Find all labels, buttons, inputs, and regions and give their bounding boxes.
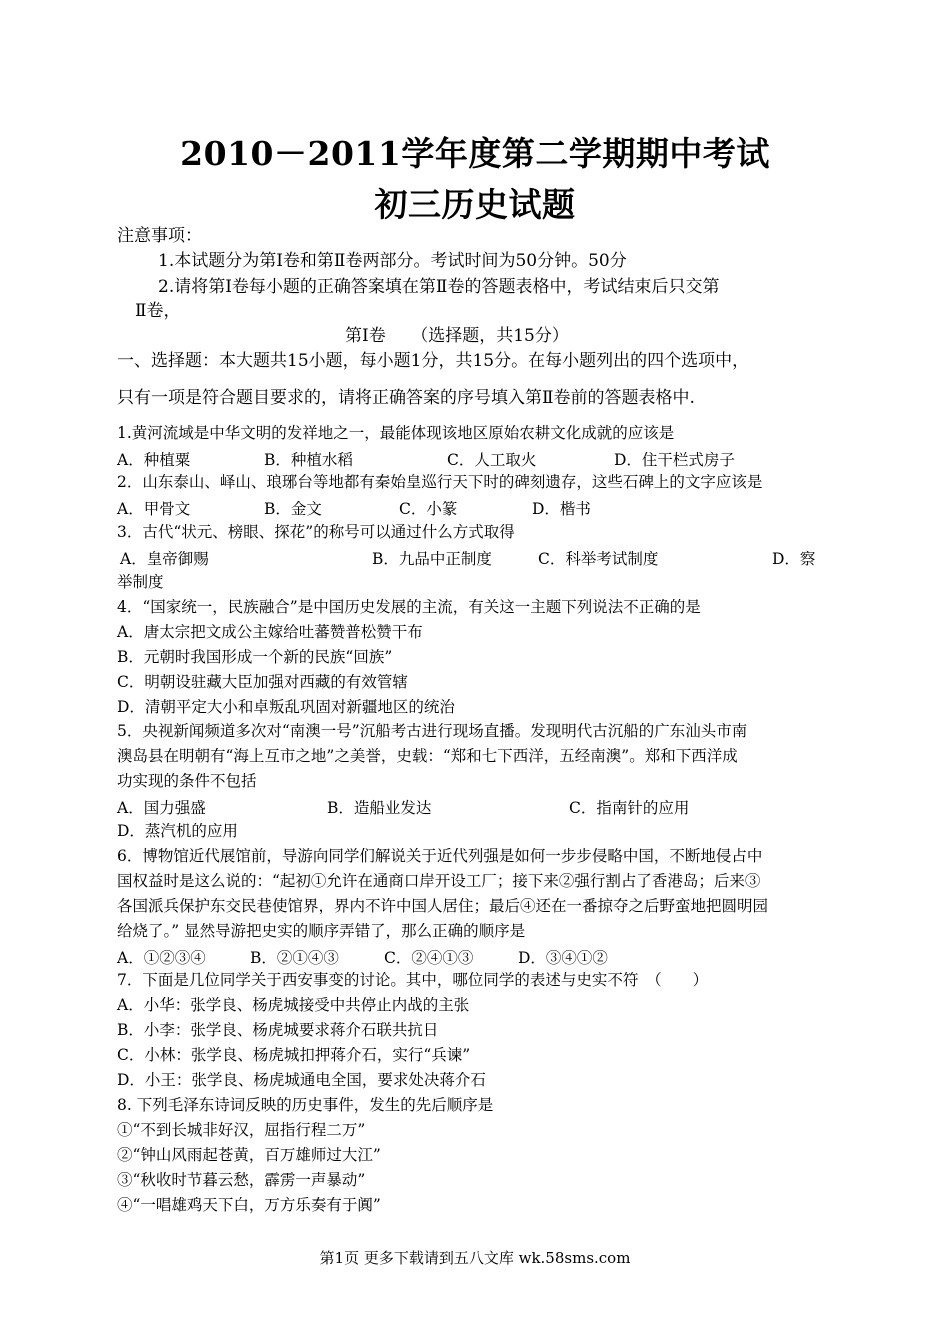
- question-1-stem: 1.黄河流域是中华文明的发祥地之一，最能体现该地区原始农耕文化成就的应该是: [117, 424, 675, 442]
- question-7-option-c: C．小林：张学良、杨虎城扣押蒋介石，实行“兵谏”: [117, 1046, 471, 1064]
- page-footer: 第1页 更多下载请到五八文库 wk.58sms.com: [319, 1249, 631, 1267]
- question-5-option-c: C．指南针的应用: [569, 799, 690, 817]
- section-intro-cont: 只有一项是符合题目要求的，请将正确答案的序号填入第Ⅱ卷前的答题表格中.: [117, 388, 695, 408]
- question-3-option-a: A．皇帝御赐: [120, 550, 209, 568]
- question-5-option-a: A．国力强盛: [117, 799, 206, 817]
- notice-item-2-cont: Ⅱ卷，: [135, 301, 181, 321]
- question-3-option-d-cont: 举制度: [117, 573, 164, 591]
- question-4-option-c: C．明朝设驻藏大臣加强对西藏的有效管辖: [117, 673, 408, 691]
- question-6-stem-cont-3: 给烧了。” 显然导游把史实的顺序弄错了，那么正确的顺序是: [117, 922, 526, 940]
- question-6-option-a: A．①②③④: [117, 949, 206, 967]
- question-4-option-a: A．唐太宗把文成公主嫁给吐蕃赞普松赞干布: [117, 623, 423, 641]
- question-1-option-b: B．种植水稻: [264, 451, 353, 469]
- question-4-option-d: D．清朝平定大小和卓叛乱巩固对新疆地区的统治: [117, 698, 455, 716]
- question-3-option-d: D．察: [772, 550, 816, 568]
- question-5-option-d: D．蒸汽机的应用: [117, 822, 238, 840]
- question-6-option-d: D．③④①②: [518, 949, 608, 967]
- question-4-stem: 4．“国家统一，民族融合”是中国历史发展的主流，有关这一主题下列说法不正确的是: [117, 598, 701, 616]
- exam-subtitle: 初三历史试题: [374, 185, 576, 224]
- question-8-item-1: ①“不到长城非好汉，屈指行程二万”: [117, 1121, 366, 1139]
- question-1-option-a: A．种植粟: [117, 451, 191, 469]
- notice-item-2: 2.请将第Ⅰ卷每小题的正确答案填在第Ⅱ卷的答题表格中，考试结束后只交第: [158, 277, 720, 297]
- question-1-option-d: D．住干栏式房子: [614, 451, 735, 469]
- question-7-option-b: B．小李：张学良、杨虎城要求蒋介石联共抗日: [117, 1021, 439, 1039]
- question-3-option-c: C．科举考试制度: [538, 550, 659, 568]
- section-intro: 一、选择题：本大题共15小题，每小题1分，共15分。在每小题列出的四个选项中，: [117, 351, 750, 371]
- question-8-item-4: ④“一唱雄鸡天下白，万方乐奏有于阗”: [117, 1196, 381, 1214]
- question-2-option-a: A．甲骨文: [117, 500, 191, 518]
- question-2-option-d: D．楷书: [532, 500, 591, 518]
- question-2-stem: 2．山东泰山、峄山、琅琊台等地都有秦始皇巡行天下时的碑刻遗存，这些石碑上的文字应该是: [117, 473, 763, 491]
- question-2-option-b: B．金文: [264, 500, 322, 518]
- question-5-stem: 5．央视新闻频道多次对“南澳一号”沉船考古进行现场直播。发现明代古沉船的广东汕头市南: [117, 722, 748, 740]
- question-3-option-b: B．九品中正制度: [372, 550, 492, 568]
- question-8-stem: 8. 下列毛泽东诗词反映的历史事件，发生的先后顺序是: [117, 1096, 494, 1114]
- question-6-stem: 6．博物馆近代展馆前，导游向同学们解说关于近代列强是如何一步步侵略中国，不断地侵占中: [117, 847, 763, 865]
- question-5-stem-cont-1: 澳岛县在明朝有“海上互市之地”之美誉，史载：“郑和七下西洋，五经南澳”。郑和下西洋成: [117, 747, 738, 765]
- notice-heading: 注意事项：: [117, 226, 202, 246]
- question-7-option-a: A．小华：张学良、杨虎城接受中共停止内战的主张: [117, 996, 470, 1014]
- exam-title: 2010－2011学年度第二学期期中考试: [180, 134, 770, 173]
- section-heading: 第Ⅰ卷 （选择题，共15分）: [345, 326, 569, 346]
- question-1-option-c: C．人工取火: [447, 451, 537, 469]
- question-5-option-b: B．造船业发达: [327, 799, 432, 817]
- question-7-option-d: D．小王：张学良、杨虎城通电全国，要求处决蒋介石: [117, 1071, 486, 1089]
- question-6-stem-cont-2: 各国派兵保护东交民巷使馆界，界内不许中国人居住；最后④还在一番掠夺之后野蛮地把圆明园: [117, 897, 769, 915]
- question-3-stem: 3．古代“状元、榜眼、探花”的称号可以通过什么方式取得: [117, 523, 515, 541]
- question-8-item-2: ②“钟山风雨起苍黄，百万雄师过大江”: [117, 1146, 381, 1164]
- question-6-stem-cont-1: 国权益时是这么说的：“起初①允许在通商口岸开设工厂；接下来②强行割占了香港岛；后来③: [117, 872, 761, 890]
- question-6-option-c: C．②④①③: [384, 949, 474, 967]
- question-7-stem: 7．下面是几位同学关于西安事变的讨论。其中，哪位同学的表述与史实不符 （ ）: [117, 971, 709, 989]
- question-8-item-3: ③“秋收时节暮云愁，霹雳一声暴动”: [117, 1171, 366, 1189]
- question-6-option-b: B．②①④③: [250, 949, 339, 967]
- question-2-option-c: C．小篆: [399, 500, 458, 518]
- notice-item-1: 1.本试题分为第Ⅰ卷和第Ⅱ卷两部分。考试时间为50分钟。50分: [158, 251, 627, 271]
- question-5-stem-cont-2: 功实现的条件不包括: [117, 772, 257, 790]
- question-4-option-b: B．元朝时我国形成一个新的民族“回族”: [117, 648, 393, 666]
